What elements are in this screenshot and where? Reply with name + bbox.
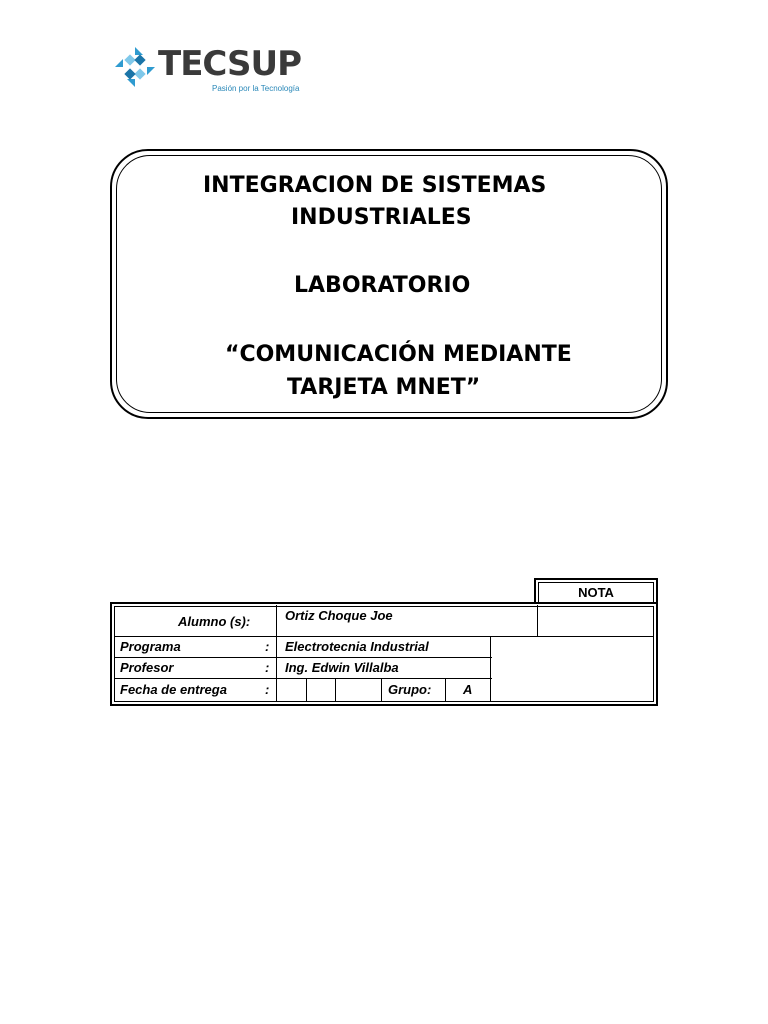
divider-date-1 xyxy=(306,678,307,702)
tecsup-logo xyxy=(112,42,312,98)
nota-header xyxy=(534,578,658,604)
profesor-value: Ing. Edwin Villalba xyxy=(285,660,399,675)
tecsup-emblem-icon xyxy=(112,44,158,90)
alumno-value: Ortiz Choque Joe xyxy=(285,608,393,623)
course-title-line2: INDUSTRIALES xyxy=(291,205,472,230)
divider-row-profesor xyxy=(114,678,492,679)
nota-label: NOTA xyxy=(538,582,654,602)
fecha-label: Fecha de entrega xyxy=(120,682,227,697)
grupo-value: A xyxy=(463,682,473,697)
divider-row-programa xyxy=(114,657,492,658)
fecha-colon: : xyxy=(265,682,270,697)
course-title-line1: INTEGRACION DE SISTEMAS xyxy=(203,173,547,198)
divider-date-3 xyxy=(381,678,382,702)
profesor-label: Profesor xyxy=(120,660,174,675)
programa-label: Programa xyxy=(120,639,181,654)
lab-title-line2: TARJETA MNET” xyxy=(287,375,481,400)
alumno-label: Alumno (s): xyxy=(178,614,251,629)
divider-label-column xyxy=(276,605,277,702)
profesor-colon: : xyxy=(265,660,270,675)
programa-colon: : xyxy=(265,639,270,654)
divider-row-alumno xyxy=(114,636,492,637)
lab-title-line1: “COMUNICACIÓN MEDIANTE xyxy=(225,342,572,367)
divider-nota-column xyxy=(537,605,538,636)
divider-date-2 xyxy=(335,678,336,702)
lab-heading: LABORATORIO xyxy=(294,273,471,298)
programa-value: Electrotecnia Industrial xyxy=(285,639,429,654)
divider-grupo xyxy=(445,678,446,702)
logo-wordmark: TECSUP xyxy=(158,44,302,84)
grupo-label: Grupo: xyxy=(388,682,432,697)
divider-right-block xyxy=(490,636,491,702)
logo-tagline: Pasión por la Tecnología xyxy=(212,84,300,93)
divider-nota-grade xyxy=(492,636,654,637)
